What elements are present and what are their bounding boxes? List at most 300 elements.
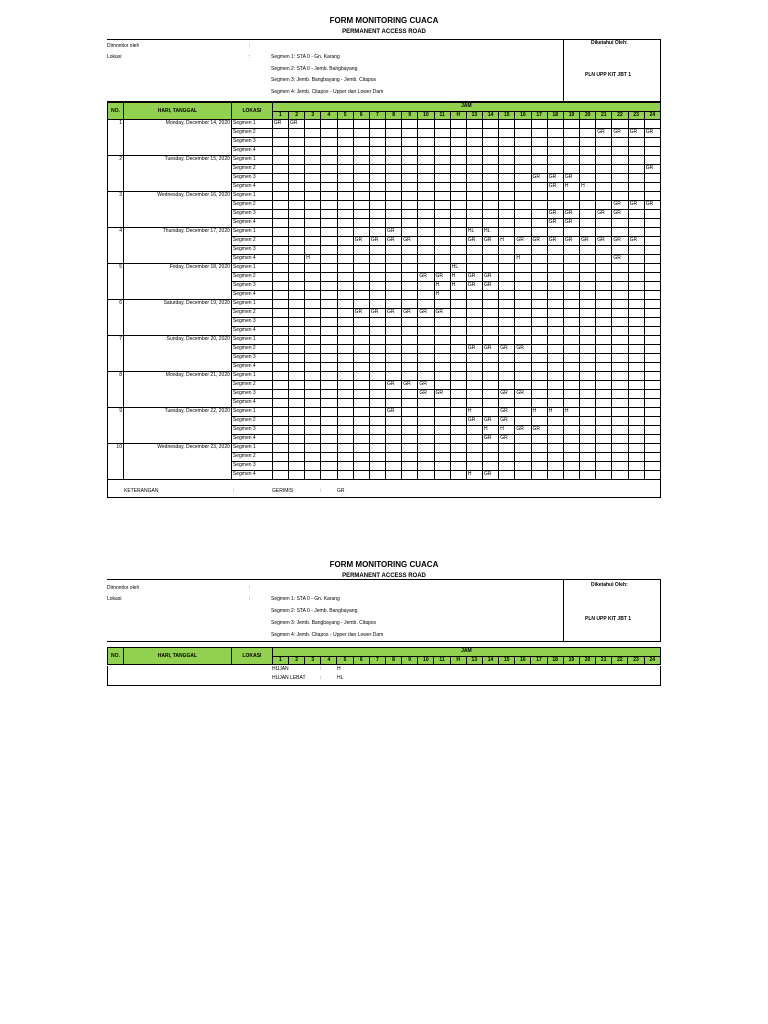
- weather-cell[interactable]: [515, 417, 531, 426]
- weather-cell[interactable]: [321, 408, 337, 417]
- weather-cell[interactable]: [305, 237, 321, 246]
- weather-cell[interactable]: [547, 372, 563, 381]
- weather-cell[interactable]: [466, 291, 482, 300]
- weather-cell[interactable]: [628, 120, 644, 129]
- weather-cell[interactable]: [596, 354, 612, 363]
- weather-cell[interactable]: [450, 471, 466, 480]
- weather-cell[interactable]: [402, 426, 418, 435]
- weather-cell[interactable]: [418, 165, 434, 174]
- weather-cell[interactable]: [612, 165, 628, 174]
- weather-cell[interactable]: [353, 156, 369, 165]
- weather-cell[interactable]: [402, 120, 418, 129]
- weather-cell[interactable]: [580, 255, 596, 264]
- weather-cell[interactable]: [596, 453, 612, 462]
- weather-cell[interactable]: [272, 147, 288, 156]
- weather-cell[interactable]: [353, 120, 369, 129]
- weather-cell[interactable]: [563, 138, 579, 147]
- weather-cell[interactable]: [596, 255, 612, 264]
- weather-cell[interactable]: [337, 273, 353, 282]
- weather-cell[interactable]: GR: [628, 129, 644, 138]
- weather-cell[interactable]: [305, 246, 321, 255]
- weather-cell[interactable]: [402, 147, 418, 156]
- weather-cell[interactable]: [596, 165, 612, 174]
- weather-cell[interactable]: [628, 138, 644, 147]
- weather-cell[interactable]: [418, 228, 434, 237]
- weather-cell[interactable]: [499, 399, 515, 408]
- weather-cell[interactable]: [580, 399, 596, 408]
- weather-cell[interactable]: [272, 192, 288, 201]
- weather-cell[interactable]: [531, 201, 547, 210]
- weather-cell[interactable]: [596, 390, 612, 399]
- weather-cell[interactable]: [612, 138, 628, 147]
- weather-cell[interactable]: [321, 246, 337, 255]
- weather-cell[interactable]: [628, 453, 644, 462]
- weather-cell[interactable]: [353, 201, 369, 210]
- weather-cell[interactable]: [369, 408, 385, 417]
- weather-cell[interactable]: [289, 345, 305, 354]
- weather-cell[interactable]: [612, 390, 628, 399]
- weather-cell[interactable]: GR: [386, 228, 402, 237]
- weather-cell[interactable]: [386, 129, 402, 138]
- weather-cell[interactable]: [563, 363, 579, 372]
- weather-cell[interactable]: GR: [369, 237, 385, 246]
- weather-cell[interactable]: [369, 327, 385, 336]
- weather-cell[interactable]: GR: [418, 381, 434, 390]
- weather-cell[interactable]: GR: [483, 345, 499, 354]
- weather-cell[interactable]: GR: [402, 381, 418, 390]
- weather-cell[interactable]: [402, 129, 418, 138]
- weather-cell[interactable]: [483, 165, 499, 174]
- weather-cell[interactable]: GR: [369, 309, 385, 318]
- weather-cell[interactable]: [466, 426, 482, 435]
- weather-cell[interactable]: [596, 381, 612, 390]
- weather-cell[interactable]: [337, 201, 353, 210]
- weather-cell[interactable]: [466, 444, 482, 453]
- weather-cell[interactable]: [628, 444, 644, 453]
- weather-cell[interactable]: [353, 390, 369, 399]
- weather-cell[interactable]: [450, 291, 466, 300]
- weather-cell[interactable]: [402, 264, 418, 273]
- weather-cell[interactable]: [272, 282, 288, 291]
- weather-cell[interactable]: [272, 201, 288, 210]
- weather-cell[interactable]: [499, 471, 515, 480]
- weather-cell[interactable]: [418, 192, 434, 201]
- weather-cell[interactable]: [305, 300, 321, 309]
- weather-cell[interactable]: [466, 453, 482, 462]
- weather-cell[interactable]: [499, 327, 515, 336]
- weather-cell[interactable]: [515, 462, 531, 471]
- weather-cell[interactable]: [531, 444, 547, 453]
- weather-cell[interactable]: [515, 309, 531, 318]
- weather-cell[interactable]: [644, 453, 660, 462]
- weather-cell[interactable]: [547, 129, 563, 138]
- weather-cell[interactable]: [369, 120, 385, 129]
- weather-cell[interactable]: [369, 147, 385, 156]
- weather-cell[interactable]: [305, 201, 321, 210]
- weather-cell[interactable]: [386, 210, 402, 219]
- weather-cell[interactable]: [596, 408, 612, 417]
- weather-cell[interactable]: [483, 336, 499, 345]
- weather-cell[interactable]: GR: [418, 273, 434, 282]
- weather-cell[interactable]: [466, 354, 482, 363]
- weather-cell[interactable]: [580, 282, 596, 291]
- weather-cell[interactable]: [321, 462, 337, 471]
- weather-cell[interactable]: GR: [466, 237, 482, 246]
- weather-cell[interactable]: [612, 336, 628, 345]
- weather-cell[interactable]: [563, 156, 579, 165]
- weather-cell[interactable]: [321, 264, 337, 273]
- weather-cell[interactable]: [466, 309, 482, 318]
- weather-cell[interactable]: [563, 309, 579, 318]
- weather-cell[interactable]: [450, 327, 466, 336]
- weather-cell[interactable]: GR: [612, 255, 628, 264]
- weather-cell[interactable]: [321, 174, 337, 183]
- weather-cell[interactable]: [531, 390, 547, 399]
- weather-cell[interactable]: [434, 372, 450, 381]
- weather-cell[interactable]: [321, 138, 337, 147]
- weather-cell[interactable]: [337, 354, 353, 363]
- weather-cell[interactable]: [386, 174, 402, 183]
- weather-cell[interactable]: [499, 300, 515, 309]
- weather-cell[interactable]: [547, 192, 563, 201]
- weather-cell[interactable]: [450, 138, 466, 147]
- weather-cell[interactable]: [434, 246, 450, 255]
- weather-cell[interactable]: [644, 147, 660, 156]
- weather-cell[interactable]: [386, 372, 402, 381]
- weather-cell[interactable]: [386, 165, 402, 174]
- weather-cell[interactable]: GR: [563, 210, 579, 219]
- weather-cell[interactable]: [596, 219, 612, 228]
- weather-cell[interactable]: [321, 282, 337, 291]
- weather-cell[interactable]: GR: [644, 165, 660, 174]
- weather-cell[interactable]: [418, 210, 434, 219]
- weather-cell[interactable]: [272, 129, 288, 138]
- weather-cell[interactable]: [450, 120, 466, 129]
- weather-cell[interactable]: [644, 210, 660, 219]
- weather-cell[interactable]: [402, 336, 418, 345]
- weather-cell[interactable]: [515, 300, 531, 309]
- weather-cell[interactable]: [628, 183, 644, 192]
- weather-cell[interactable]: [418, 345, 434, 354]
- weather-cell[interactable]: [563, 372, 579, 381]
- weather-cell[interactable]: [386, 183, 402, 192]
- weather-cell[interactable]: [466, 120, 482, 129]
- weather-cell[interactable]: [272, 255, 288, 264]
- weather-cell[interactable]: [386, 444, 402, 453]
- weather-cell[interactable]: [272, 273, 288, 282]
- weather-cell[interactable]: [418, 300, 434, 309]
- weather-cell[interactable]: [321, 399, 337, 408]
- weather-cell[interactable]: [402, 354, 418, 363]
- weather-cell[interactable]: [305, 435, 321, 444]
- weather-cell[interactable]: [305, 417, 321, 426]
- weather-cell[interactable]: [580, 435, 596, 444]
- weather-cell[interactable]: [644, 138, 660, 147]
- weather-cell[interactable]: [402, 138, 418, 147]
- weather-cell[interactable]: [272, 417, 288, 426]
- weather-cell[interactable]: [628, 318, 644, 327]
- weather-cell[interactable]: [386, 435, 402, 444]
- weather-cell[interactable]: [612, 372, 628, 381]
- weather-cell[interactable]: [499, 228, 515, 237]
- weather-cell[interactable]: [580, 309, 596, 318]
- weather-cell[interactable]: [369, 444, 385, 453]
- weather-cell[interactable]: [337, 399, 353, 408]
- weather-cell[interactable]: [596, 174, 612, 183]
- weather-cell[interactable]: [402, 327, 418, 336]
- weather-cell[interactable]: [386, 147, 402, 156]
- weather-cell[interactable]: [353, 471, 369, 480]
- weather-cell[interactable]: [353, 138, 369, 147]
- weather-cell[interactable]: [483, 354, 499, 363]
- weather-cell[interactable]: [515, 183, 531, 192]
- weather-cell[interactable]: [353, 192, 369, 201]
- weather-cell[interactable]: [644, 471, 660, 480]
- weather-cell[interactable]: [531, 165, 547, 174]
- weather-cell[interactable]: [386, 300, 402, 309]
- weather-cell[interactable]: [434, 147, 450, 156]
- weather-cell[interactable]: [515, 165, 531, 174]
- weather-cell[interactable]: [272, 354, 288, 363]
- weather-cell[interactable]: [483, 129, 499, 138]
- weather-cell[interactable]: [272, 237, 288, 246]
- weather-cell[interactable]: [337, 444, 353, 453]
- weather-cell[interactable]: GR: [483, 273, 499, 282]
- weather-cell[interactable]: [272, 399, 288, 408]
- weather-cell[interactable]: [483, 453, 499, 462]
- weather-cell[interactable]: GR: [515, 345, 531, 354]
- weather-cell[interactable]: [369, 192, 385, 201]
- weather-cell[interactable]: [563, 345, 579, 354]
- weather-cell[interactable]: [434, 462, 450, 471]
- weather-cell[interactable]: [289, 192, 305, 201]
- weather-cell[interactable]: [612, 309, 628, 318]
- weather-cell[interactable]: [369, 300, 385, 309]
- weather-cell[interactable]: [369, 210, 385, 219]
- weather-cell[interactable]: [450, 399, 466, 408]
- weather-cell[interactable]: [353, 147, 369, 156]
- weather-cell[interactable]: [644, 318, 660, 327]
- weather-cell[interactable]: [499, 138, 515, 147]
- weather-cell[interactable]: [450, 246, 466, 255]
- weather-cell[interactable]: [272, 156, 288, 165]
- weather-cell[interactable]: [596, 417, 612, 426]
- weather-cell[interactable]: [628, 471, 644, 480]
- weather-cell[interactable]: [596, 192, 612, 201]
- weather-cell[interactable]: [337, 363, 353, 372]
- weather-cell[interactable]: [289, 210, 305, 219]
- weather-cell[interactable]: [337, 300, 353, 309]
- weather-cell[interactable]: GR: [612, 210, 628, 219]
- weather-cell[interactable]: [644, 300, 660, 309]
- weather-cell[interactable]: [434, 300, 450, 309]
- weather-cell[interactable]: [337, 291, 353, 300]
- weather-cell[interactable]: [531, 282, 547, 291]
- weather-cell[interactable]: [644, 174, 660, 183]
- weather-cell[interactable]: [321, 354, 337, 363]
- weather-cell[interactable]: [305, 165, 321, 174]
- weather-cell[interactable]: [305, 327, 321, 336]
- weather-cell[interactable]: [499, 219, 515, 228]
- weather-cell[interactable]: [466, 327, 482, 336]
- weather-cell[interactable]: [483, 372, 499, 381]
- weather-cell[interactable]: [402, 435, 418, 444]
- weather-cell[interactable]: [272, 390, 288, 399]
- weather-cell[interactable]: [483, 201, 499, 210]
- weather-cell[interactable]: [450, 129, 466, 138]
- weather-cell[interactable]: [305, 372, 321, 381]
- weather-cell[interactable]: [289, 435, 305, 444]
- weather-cell[interactable]: [563, 444, 579, 453]
- weather-cell[interactable]: [418, 156, 434, 165]
- weather-cell[interactable]: [353, 453, 369, 462]
- weather-cell[interactable]: [418, 219, 434, 228]
- weather-cell[interactable]: [644, 390, 660, 399]
- weather-cell[interactable]: [628, 156, 644, 165]
- weather-cell[interactable]: [563, 435, 579, 444]
- weather-cell[interactable]: [547, 345, 563, 354]
- weather-cell[interactable]: [596, 336, 612, 345]
- weather-cell[interactable]: [386, 345, 402, 354]
- weather-cell[interactable]: [289, 291, 305, 300]
- weather-cell[interactable]: [547, 444, 563, 453]
- weather-cell[interactable]: [305, 129, 321, 138]
- weather-cell[interactable]: [272, 381, 288, 390]
- weather-cell[interactable]: [628, 210, 644, 219]
- weather-cell[interactable]: [289, 453, 305, 462]
- weather-cell[interactable]: [547, 327, 563, 336]
- weather-cell[interactable]: GR: [547, 210, 563, 219]
- weather-cell[interactable]: [580, 219, 596, 228]
- weather-cell[interactable]: [321, 381, 337, 390]
- weather-cell[interactable]: [337, 165, 353, 174]
- weather-cell[interactable]: [289, 381, 305, 390]
- weather-cell[interactable]: [289, 264, 305, 273]
- weather-cell[interactable]: H: [499, 237, 515, 246]
- weather-cell[interactable]: [580, 453, 596, 462]
- weather-cell[interactable]: [402, 192, 418, 201]
- weather-cell[interactable]: [596, 300, 612, 309]
- weather-cell[interactable]: [596, 138, 612, 147]
- weather-cell[interactable]: [612, 318, 628, 327]
- weather-cell[interactable]: [337, 462, 353, 471]
- weather-cell[interactable]: [596, 282, 612, 291]
- weather-cell[interactable]: [644, 228, 660, 237]
- weather-cell[interactable]: [531, 183, 547, 192]
- weather-cell[interactable]: GR: [418, 390, 434, 399]
- weather-cell[interactable]: [483, 327, 499, 336]
- weather-cell[interactable]: [483, 399, 499, 408]
- weather-cell[interactable]: [369, 354, 385, 363]
- weather-cell[interactable]: [353, 219, 369, 228]
- weather-cell[interactable]: [612, 174, 628, 183]
- weather-cell[interactable]: [628, 363, 644, 372]
- weather-cell[interactable]: [499, 291, 515, 300]
- weather-cell[interactable]: [369, 264, 385, 273]
- weather-cell[interactable]: [337, 435, 353, 444]
- weather-cell[interactable]: [369, 426, 385, 435]
- weather-cell[interactable]: H: [466, 471, 482, 480]
- weather-cell[interactable]: [644, 309, 660, 318]
- weather-cell[interactable]: [580, 120, 596, 129]
- weather-cell[interactable]: [402, 462, 418, 471]
- weather-cell[interactable]: [337, 219, 353, 228]
- weather-cell[interactable]: [483, 246, 499, 255]
- weather-cell[interactable]: [321, 183, 337, 192]
- weather-cell[interactable]: [531, 156, 547, 165]
- weather-cell[interactable]: [321, 300, 337, 309]
- weather-cell[interactable]: [305, 444, 321, 453]
- weather-cell[interactable]: [531, 192, 547, 201]
- weather-cell[interactable]: [305, 273, 321, 282]
- weather-cell[interactable]: [547, 273, 563, 282]
- weather-cell[interactable]: [628, 372, 644, 381]
- weather-cell[interactable]: [353, 273, 369, 282]
- weather-cell[interactable]: [418, 363, 434, 372]
- weather-cell[interactable]: [547, 147, 563, 156]
- weather-cell[interactable]: [321, 327, 337, 336]
- weather-cell[interactable]: [547, 120, 563, 129]
- weather-cell[interactable]: [644, 426, 660, 435]
- weather-cell[interactable]: [418, 255, 434, 264]
- weather-cell[interactable]: [305, 426, 321, 435]
- weather-cell[interactable]: [321, 129, 337, 138]
- weather-cell[interactable]: [499, 183, 515, 192]
- weather-cell[interactable]: GR: [386, 408, 402, 417]
- weather-cell[interactable]: [450, 426, 466, 435]
- weather-cell[interactable]: [580, 201, 596, 210]
- weather-cell[interactable]: [418, 129, 434, 138]
- weather-cell[interactable]: GR: [628, 201, 644, 210]
- weather-cell[interactable]: [580, 354, 596, 363]
- weather-cell[interactable]: [386, 417, 402, 426]
- weather-cell[interactable]: [547, 417, 563, 426]
- weather-cell[interactable]: [418, 327, 434, 336]
- weather-cell[interactable]: [531, 345, 547, 354]
- weather-cell[interactable]: [272, 453, 288, 462]
- weather-cell[interactable]: [369, 417, 385, 426]
- weather-cell[interactable]: [418, 291, 434, 300]
- weather-cell[interactable]: [353, 291, 369, 300]
- weather-cell[interactable]: [305, 363, 321, 372]
- weather-cell[interactable]: [515, 147, 531, 156]
- weather-cell[interactable]: [483, 255, 499, 264]
- weather-cell[interactable]: [369, 174, 385, 183]
- weather-cell[interactable]: [353, 183, 369, 192]
- weather-cell[interactable]: [434, 444, 450, 453]
- weather-cell[interactable]: [580, 471, 596, 480]
- weather-cell[interactable]: [386, 192, 402, 201]
- weather-cell[interactable]: [402, 363, 418, 372]
- weather-cell[interactable]: [272, 165, 288, 174]
- weather-cell[interactable]: [337, 156, 353, 165]
- weather-cell[interactable]: [644, 282, 660, 291]
- weather-cell[interactable]: GR: [466, 282, 482, 291]
- weather-cell[interactable]: [547, 165, 563, 174]
- weather-cell[interactable]: [386, 219, 402, 228]
- weather-cell[interactable]: [369, 273, 385, 282]
- weather-cell[interactable]: [450, 345, 466, 354]
- weather-cell[interactable]: [289, 372, 305, 381]
- weather-cell[interactable]: [386, 246, 402, 255]
- weather-cell[interactable]: [321, 363, 337, 372]
- weather-cell[interactable]: [547, 138, 563, 147]
- weather-cell[interactable]: [321, 192, 337, 201]
- weather-cell[interactable]: [515, 192, 531, 201]
- weather-cell[interactable]: [563, 129, 579, 138]
- weather-cell[interactable]: [402, 165, 418, 174]
- weather-cell[interactable]: [466, 363, 482, 372]
